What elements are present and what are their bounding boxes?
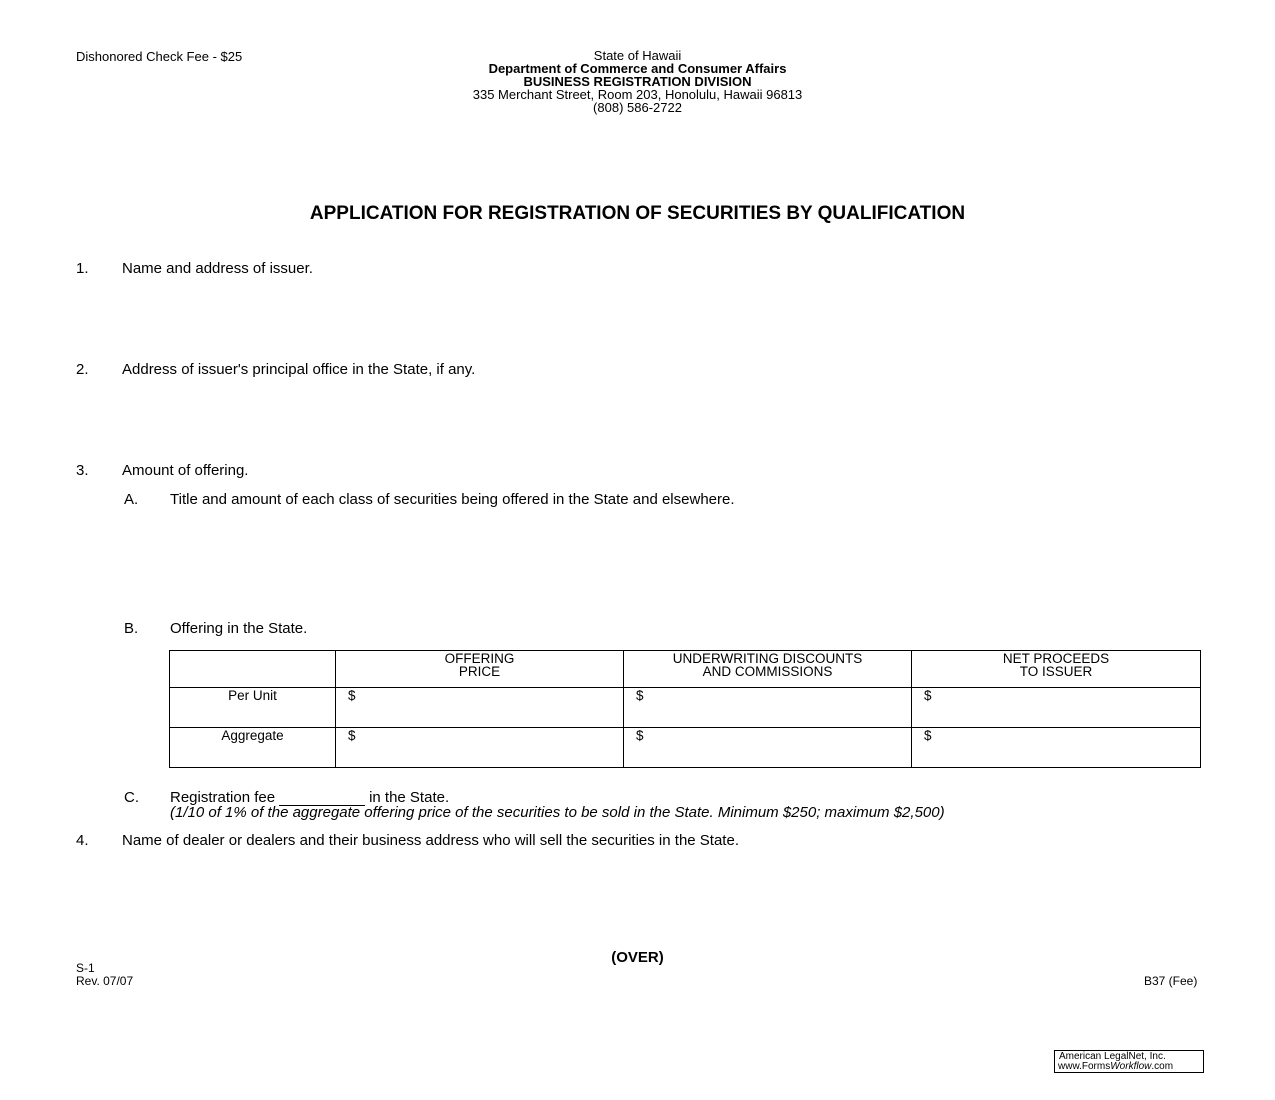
publisher-badge (1054, 1050, 1204, 1073)
table-row (170, 688, 1201, 728)
over-indicator: (OVER) (611, 949, 664, 966)
table-header-offering-price (336, 651, 624, 688)
division-name: BUSINESS REGISTRATION DIVISION (523, 74, 752, 89)
publisher-name: American LegalNet, Inc. (1059, 1051, 1166, 1062)
office-address: 335 Merchant Street, Room 203, Honolulu, Hawaii 96813 (472, 87, 803, 102)
registration-fee-note: (1/10 of 1% of the aggregate offering price of the securities to be sold in the State. Minimum $250; maximum $2,500) (170, 804, 945, 821)
table-header-net-proceeds (912, 651, 1201, 688)
table-row (170, 728, 1201, 768)
item-3b-letter: B. (124, 620, 139, 637)
table-header-row (170, 651, 1201, 688)
table-header-underwriting (624, 651, 912, 688)
item-1-number: 1. (76, 260, 89, 277)
table-header-empty (170, 651, 336, 688)
registration-fee-label: Registration fee (170, 789, 276, 806)
offering-table (169, 650, 1201, 768)
item-3-label: Amount of offering. (122, 462, 249, 479)
publisher-url[interactable] (1058, 1062, 1203, 1072)
row-label-aggregate: Aggregate (170, 728, 336, 768)
revision-date: Rev. 07/07 (76, 974, 134, 988)
item-4-label: Name of dealer or dealers and their business address who will sell the securities in the State. (122, 832, 739, 849)
publisher-url-prefix: www.Forms (1058, 1061, 1111, 1072)
item-3a-label: Title and amount of each class of securities being offered in the State and elsewhere. (170, 491, 735, 508)
row-label-per-unit: Per Unit (170, 688, 336, 728)
office-phone: (808) 586-2722 (593, 100, 682, 115)
header-line: AND COMMISSIONS (702, 664, 833, 679)
item-2-number: 2. (76, 361, 89, 378)
per-unit-offering-price-field[interactable]: $ (336, 688, 624, 728)
header-line: PRICE (458, 664, 501, 679)
per-unit-underwriting-field[interactable]: $ (624, 688, 912, 728)
aggregate-net-proceeds-field[interactable]: $ (912, 728, 1201, 768)
fee-code: B37 (Fee) (1144, 974, 1198, 988)
registration-fee-suffix: in the State. (369, 789, 450, 806)
header-line: NET PROCEEDS (1002, 651, 1110, 666)
item-3a-letter: A. (124, 491, 139, 508)
header-line: UNDERWRITING DISCOUNTS (672, 651, 863, 666)
per-unit-net-proceeds-field[interactable]: $ (912, 688, 1201, 728)
dishonored-check-fee-note: Dishonored Check Fee - $25 (76, 49, 243, 64)
item-3b-label: Offering in the State. (170, 620, 308, 637)
item-3c-letter: C. (124, 789, 139, 806)
header-line: TO ISSUER (1019, 664, 1093, 679)
item-3-number: 3. (76, 462, 89, 479)
header-line: OFFERING (444, 651, 515, 666)
item-2-label: Address of issuer's principal office in the State, if any. (122, 361, 476, 378)
item-4-number: 4. (76, 832, 89, 849)
publisher-url-italic: Workflow (1110, 1061, 1152, 1072)
publisher-url-suffix: .com (1151, 1061, 1174, 1072)
aggregate-offering-price-field[interactable]: $ (336, 728, 624, 768)
form-id: S-1 (76, 961, 95, 975)
state-name: State of Hawaii (593, 48, 682, 63)
item-1-label: Name and address of issuer. (122, 260, 313, 277)
aggregate-underwriting-field[interactable]: $ (624, 728, 912, 768)
department-name: Department of Commerce and Consumer Affairs (488, 61, 787, 76)
page-title: APPLICATION FOR REGISTRATION OF SECURITIES BY QUALIFICATION (309, 203, 966, 224)
